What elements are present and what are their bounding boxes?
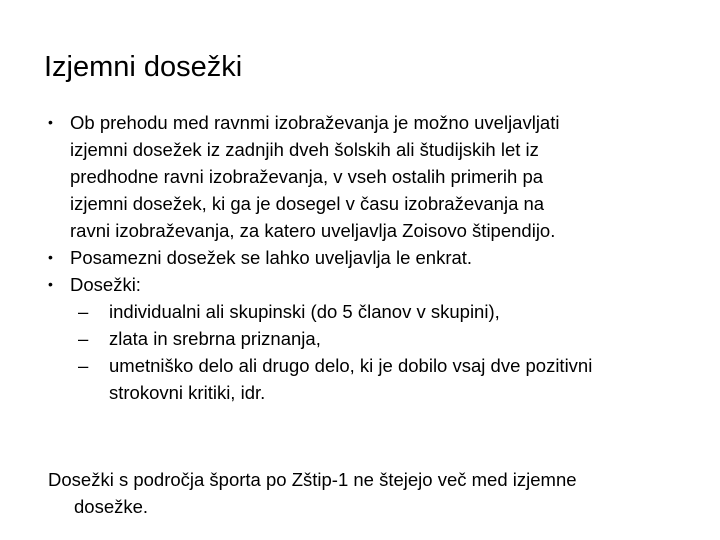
- footer-note-line: dosežke.: [74, 496, 149, 517]
- sub-bullet-text-line: individualni ali skupinski (do 5 članov v skupini),: [109, 301, 500, 322]
- sub-bullet-text-line: umetniško delo ali drugo delo, ki je dobilo vsaj dve pozitivni: [109, 355, 593, 376]
- bullet-text-line: izjemni dosežek iz zadnjih dveh šolskih ali študijskih let iz: [70, 139, 539, 160]
- bullet-item: [48, 271, 708, 406]
- sub-bullet-marker: –: [78, 301, 89, 322]
- bullet-text-line: Ob prehodu med ravnmi izobraževanja je možno uveljavljati: [70, 112, 560, 133]
- bullet-list: [48, 109, 708, 406]
- sub-bullet-marker: –: [78, 328, 89, 349]
- bullet-text-line: Dosežki:: [70, 274, 141, 295]
- bullet-marker: •: [48, 249, 53, 265]
- bullet-text-line: Posamezni dosežek se lahko uveljavlja le enkrat.: [70, 247, 473, 268]
- bullet-item: [48, 109, 708, 244]
- bullet-text-line: ravni izobraževanja, za katero uveljavlja Zoisovo štipendijo.: [70, 220, 556, 241]
- sub-bullet-item: [74, 298, 708, 325]
- bullet-text-line: izjemni dosežek, ki ga je dosegel v času izobraževanja na: [70, 193, 545, 214]
- sub-bullet-item: [74, 325, 708, 352]
- sub-bullet-list: [70, 298, 708, 406]
- footer-note-line: Dosežki s področja športa po Zštip-1 ne štejejo več med izjemne: [48, 469, 577, 490]
- sub-bullet-text-line: zlata in srebrna priznanja,: [109, 328, 321, 349]
- slide-title: Izjemni dosežki: [44, 51, 243, 83]
- bullet-marker: •: [48, 276, 53, 292]
- bullet-text-line: predhodne ravni izobraževanja, v vseh ostalih primerih pa: [70, 166, 544, 187]
- bullet-item: [48, 244, 708, 271]
- sub-bullet-text-line: strokovni kritiki, idr.: [109, 382, 266, 403]
- sub-bullet-marker: –: [78, 355, 89, 376]
- footer-note: [48, 466, 708, 520]
- sub-bullet-item: [74, 352, 708, 406]
- bullet-marker: •: [48, 114, 53, 130]
